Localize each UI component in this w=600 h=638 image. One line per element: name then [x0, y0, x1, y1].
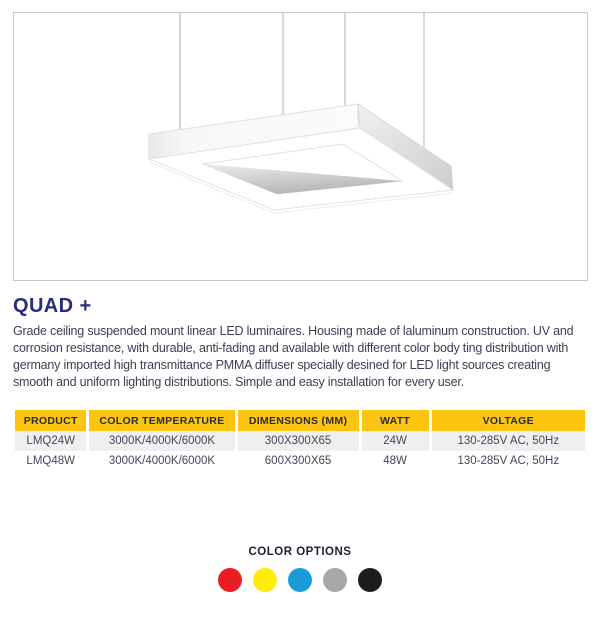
cell-watt: 24W — [362, 431, 429, 451]
yellow-swatch[interactable] — [253, 568, 277, 592]
product-illustration — [14, 13, 587, 280]
product-description: Grade ceiling suspended mount linear LED luminaires. Housing made of laluminum construction. UV and corrosion resistance, with durable, anti-fading and available with different color body ting distribution with germany imported high transmittance PMMA diffuser specially desined for LED light sources creating smooth and uniform lighting distributions. Simple and easy installation for every user. — [13, 324, 574, 389]
cell-color-temperature: 3000K/4000K/6000K — [89, 431, 234, 451]
table-row — [15, 451, 585, 471]
page-title: QUAD + — [13, 295, 92, 317]
col-header-dimensions: DIMENSIONS (MM) — [238, 410, 359, 431]
cell-voltage: 130-285V AC, 50Hz — [432, 451, 585, 471]
spec-table — [12, 410, 588, 471]
spec-table-header-row — [15, 410, 585, 431]
col-header-color-temperature: COLOR TEMPERATURE — [89, 410, 234, 431]
cell-product: LMQ48W — [15, 451, 86, 471]
col-header-watt: WATT — [362, 410, 429, 431]
cell-dimensions: 600X300X65 — [238, 451, 359, 471]
color-swatch-row — [0, 568, 600, 592]
blue-swatch[interactable] — [288, 568, 312, 592]
product-image-box — [13, 12, 588, 281]
table-row — [15, 431, 585, 451]
col-header-product: PRODUCT — [15, 410, 86, 431]
cell-voltage: 130-285V AC, 50Hz — [432, 431, 585, 451]
red-swatch[interactable] — [218, 568, 242, 592]
col-header-voltage: VOLTAGE — [432, 410, 585, 431]
black-swatch[interactable] — [358, 568, 382, 592]
cell-color-temperature: 3000K/4000K/6000K — [89, 451, 234, 471]
cell-watt: 48W — [362, 451, 429, 471]
color-options-heading: COLOR OPTIONS — [248, 546, 352, 558]
lamp-fixture — [149, 104, 453, 213]
cell-dimensions: 300X300X65 — [238, 431, 359, 451]
gray-swatch[interactable] — [323, 568, 347, 592]
cell-product: LMQ24W — [15, 431, 86, 451]
